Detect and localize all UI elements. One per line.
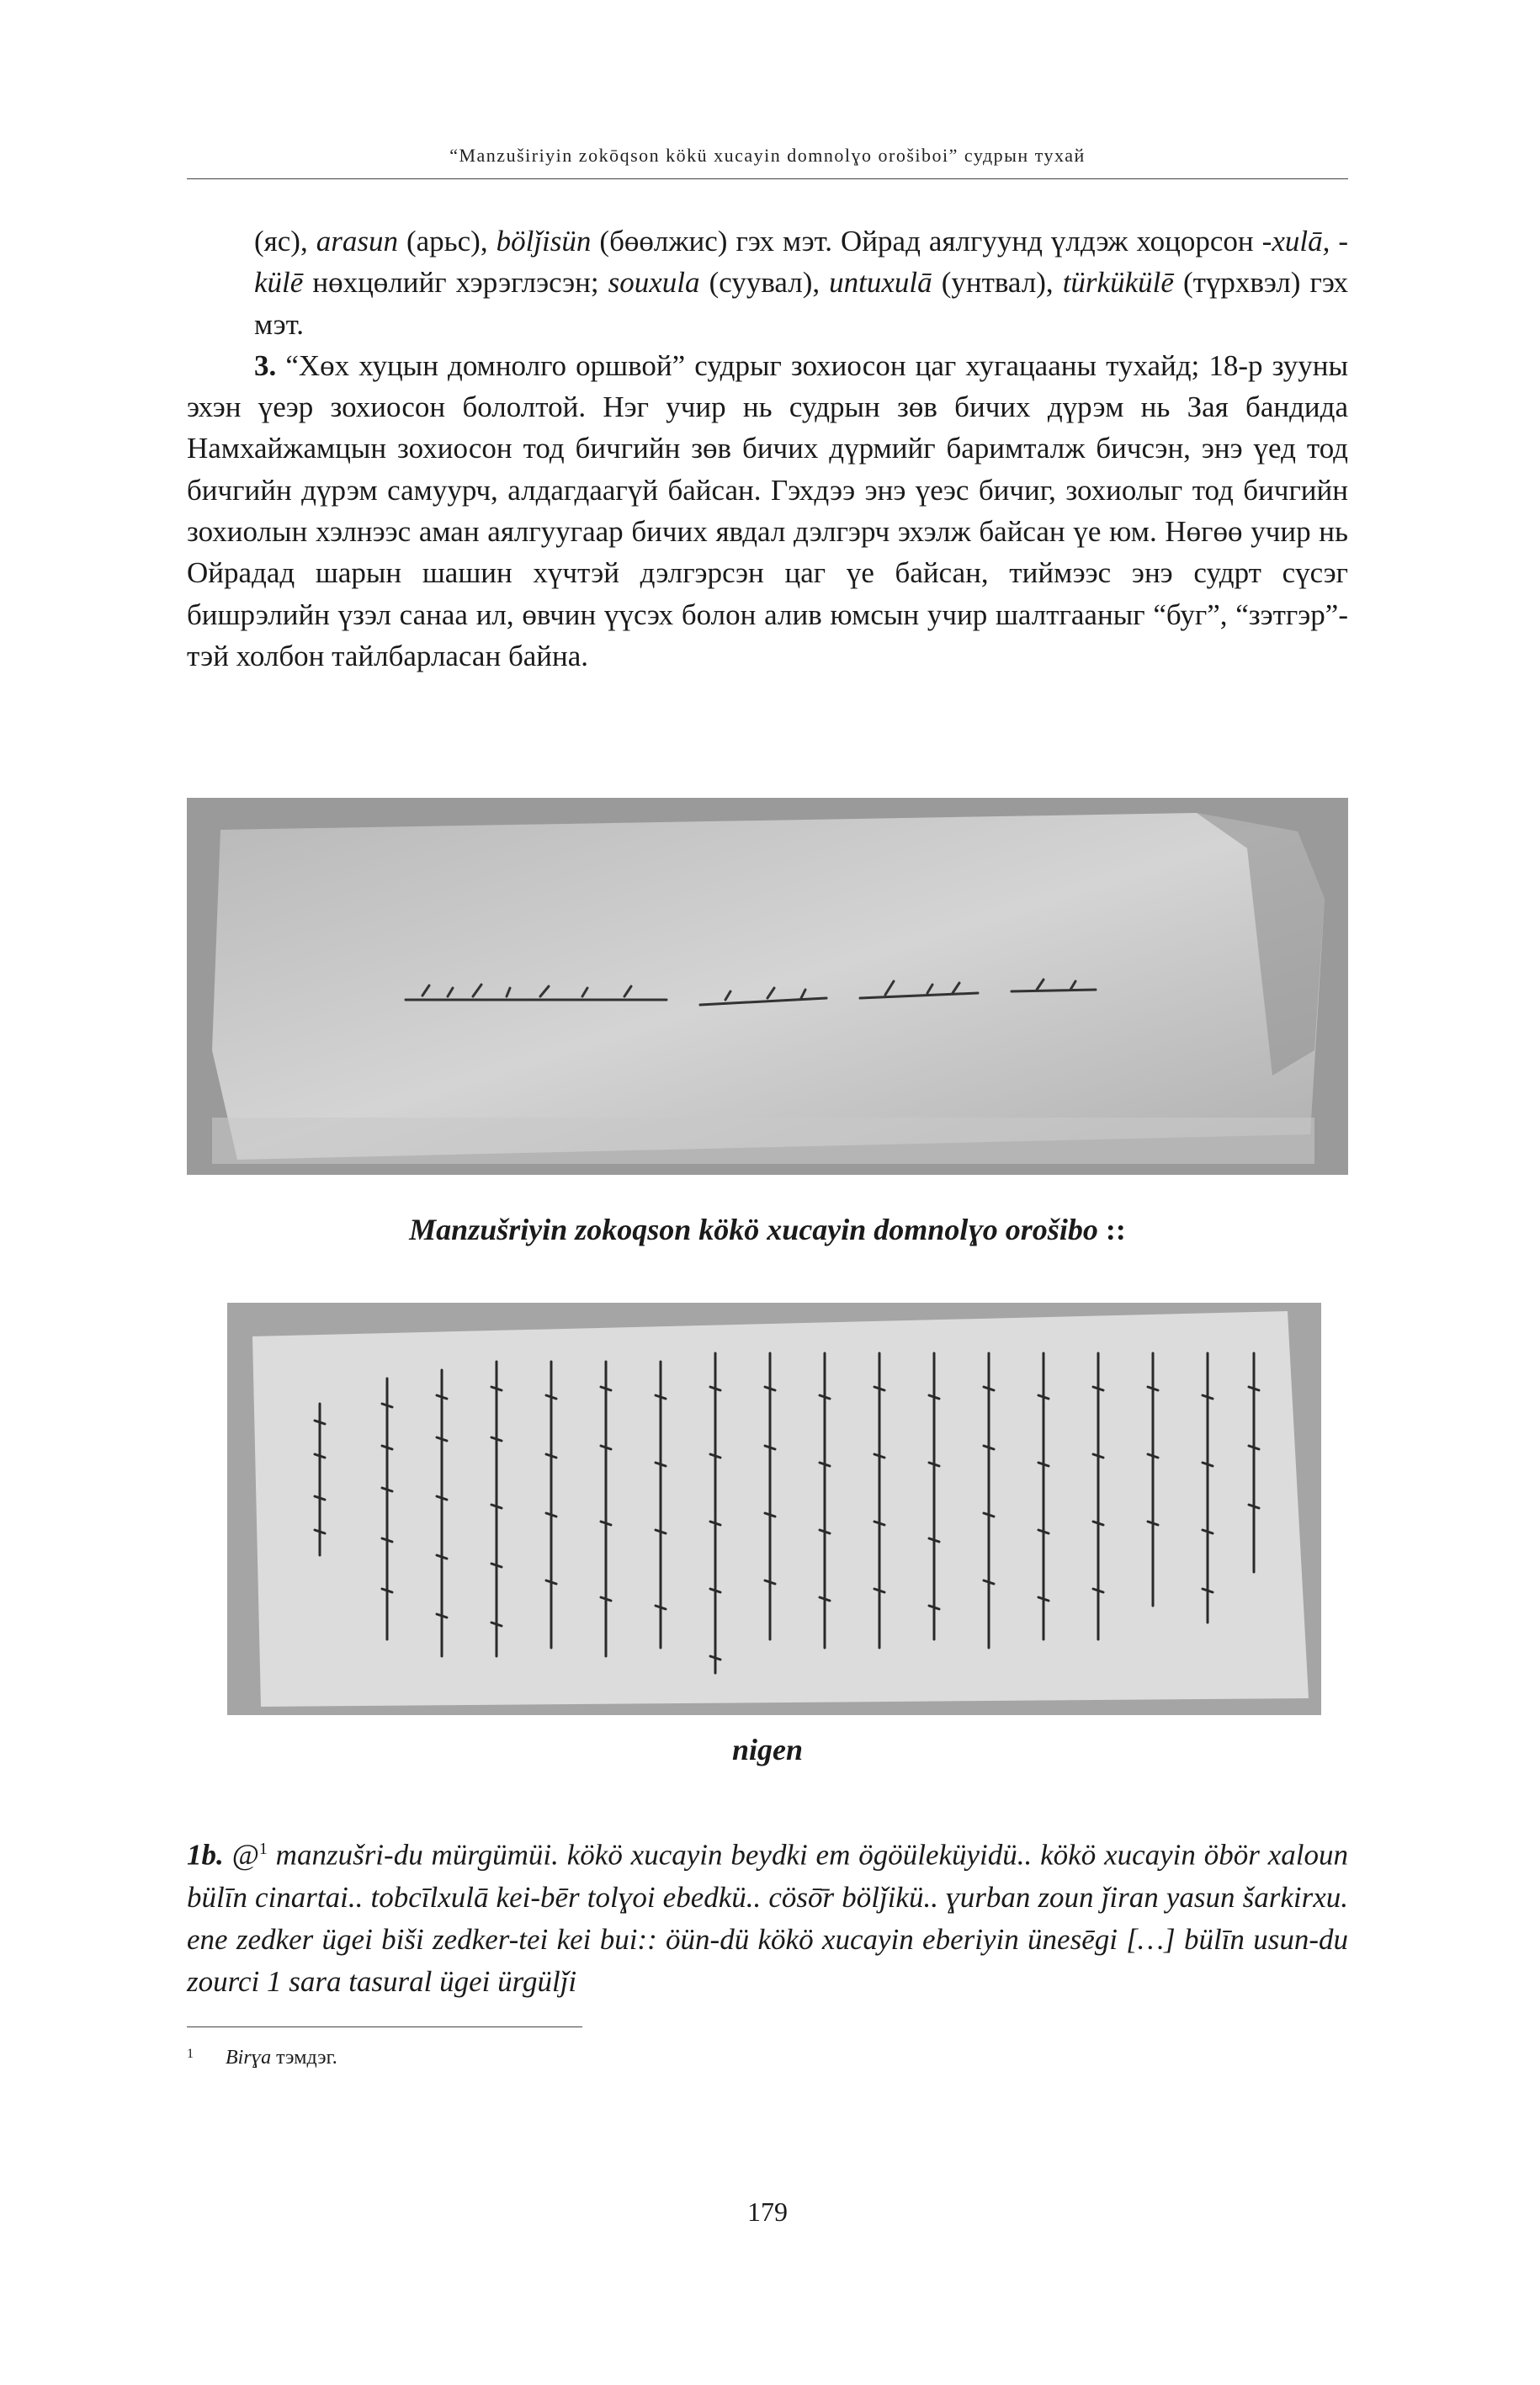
paragraph-1: (яс), arasun (арьс), bölǰisün (бөөлжис) гэх мэт. Ойрад аялгуунд үлдэж хоцорсон -xulā, -külē нөхцөлийг хэрэглэсэн; souxula (суувал), untuxulā (унтвал), türkükülē (түрхвэл) гэх мэт.: [254, 225, 1349, 341]
figure-2-caption: nigen: [731, 1733, 804, 1766]
footnote-number: 1: [187, 2047, 194, 2061]
header-rule: [187, 178, 1348, 179]
figure-1-caption: Manzušriyin zokoqson kökö xucayin domnolɣo orošibo ::: [409, 1213, 1126, 1246]
footnote-ref[interactable]: 1: [258, 1840, 268, 1858]
manuscript-cover-image: [187, 798, 1348, 1175]
footnote-rule: [187, 2026, 582, 2027]
paragraph-2: 3. “Хөх хуцын домнолго оршвой” судрыг зохиосон цаг хугацааны тухайд; 18-р зууны эхэн үеэр зохиосон бололтой. Нэг учир нь судрын зөв бичих дүрэм нь Зая бандида Намхайжамцын зохиосон тод бичгийн зөв бичих дүрмийг баримталж бичсэн, энэ үед тод бичгийн дүрэм самуурч, алдагдаагүй байсан. Гэхдээ энэ үеэс бичиг, зохиолыг тод бичгийн зохиолын хэлнээс аман аялгуугаар бичих явдал дэлгэрч эхэлж байсан үе юм. Нөгөө учир нь Ойрадад шарын шашин хүчтэй дэлгэрсэн цаг үе байсан, тиймээс энэ судрт сүсэг бишрэлийн үзэл санаа ил, өвчин үүсэх болон алив юмсын учир шалтгааныг “буг”, “зэтгэр”-тэй холбон тайлбарласан байна.: [187, 348, 1348, 672]
section-number: 3.: [254, 348, 277, 382]
footnote: 1 Birɣa тэмдэг.: [187, 2047, 337, 2069]
body-text: [187, 220, 1348, 677]
manuscript-photo-page: [227, 1303, 1321, 1715]
folio-label: 1b.: [187, 1838, 224, 1872]
manuscript-photo-cover: [187, 798, 1348, 1175]
page-number: 179: [747, 2196, 788, 2227]
running-header: “Manzuširiyin zokōqson kökü xucayin domnolɣo orošiboi” судрын тухай: [449, 145, 1086, 166]
transliteration-text: 1b. @$^1$ manzušri-du mürgümüi. kökö xucayin beydki em ögöüleküyidü.. kökö xucayin öbör xaloun bülīn cinartai.. tobcīlxulā kei-bēr tolɣoi ebedkü.. cösō̄r bölǰikü.. ɣurban zoun ǰiran yasun šarkirxu. ene zedker ügei biši zedker-tei kei bui:: öün-dü kökö xucayin eberiyin ünesēgi […] bülīn usun-du zourci 1 sara tasural ügei ürgülǰi: [187, 1838, 1348, 1998]
manuscript-page-image: [227, 1303, 1321, 1715]
